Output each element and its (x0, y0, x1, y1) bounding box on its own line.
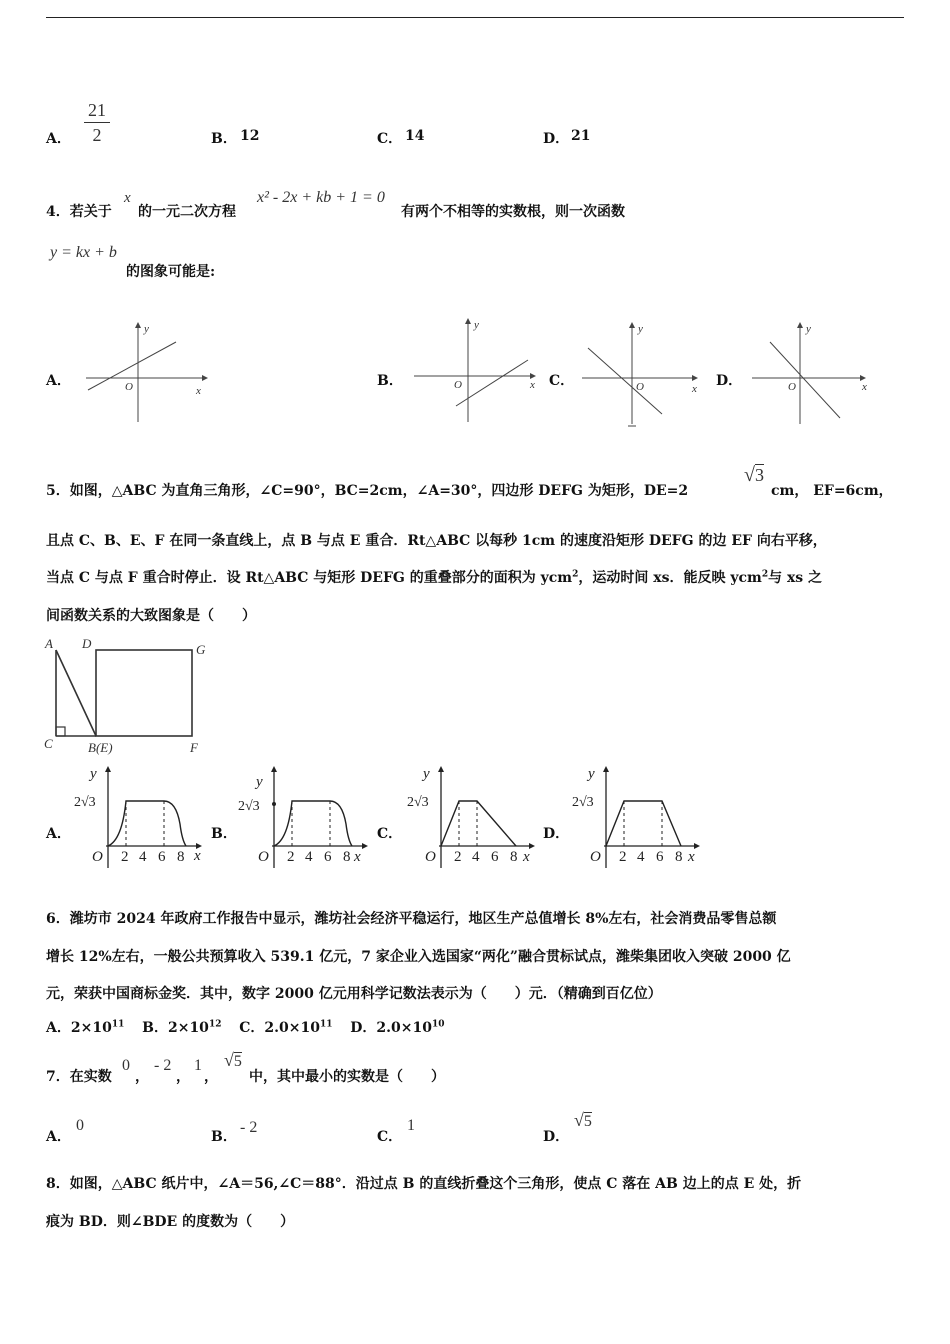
q7-option-d-value (574, 1110, 592, 1131)
q5-line2: 且点 C、B、E、F 在同一条直线上，点 B 与点 E 重合．Rt△ABC 以每秒 1cm 的速度沿矩形 DEFG 的边 EF 向右平移， (46, 533, 827, 549)
q5-graph-a-x: x (194, 848, 201, 864)
q5-graph-d-origin: O (590, 849, 601, 865)
q5-line4: 间函数关系的大致图象是（ ） (46, 608, 256, 624)
header-rule (46, 17, 904, 18)
q6-option-b-exp: 12 (208, 1019, 222, 1030)
q7-option-c-letter: C． (377, 1129, 403, 1145)
q5-graph-a-origin: O (92, 849, 103, 865)
fraction-bar (84, 122, 110, 123)
q5-option-d-letter: D． (543, 826, 570, 842)
sqrt-sign: √ (224, 1050, 234, 1070)
q7-suffix: 中，其中最小的实数是（ ） (249, 1069, 445, 1085)
q5-figure (42, 634, 217, 758)
q5-fig-label-f: F (190, 740, 198, 755)
q4-graph-d-y-label: y (806, 323, 811, 335)
q5-fig-label-d: D (82, 636, 92, 651)
q5-fig-label-a: A (45, 636, 53, 651)
q5-graph-b (238, 764, 370, 874)
q3-option-a-fraction (84, 99, 110, 146)
q5-graph-d-y: y (588, 766, 595, 782)
q5-line3-b: ，运动时间 xs．能反映 ycm (578, 570, 762, 586)
q5-graph-b-tick-4: 4 (305, 849, 313, 865)
q6-option-a-base: 2×10 (70, 1020, 112, 1036)
q5-option-a-letter: A． (46, 826, 71, 842)
q4-graph-c (578, 318, 703, 430)
sqrt-sign: √ (744, 464, 755, 486)
q6-option-b-letter: B． (142, 1020, 168, 1036)
q5-graph-d-tick-2: 2 (619, 849, 627, 865)
q5-graph-a-ylabel: 2√3 (74, 795, 96, 810)
q5-graph-b-tick-8: 8 (343, 849, 351, 865)
q3-option-d-value: 21 (571, 128, 591, 144)
q5-graph-c (405, 764, 537, 874)
q5-graph-c-ylabel: 2√3 (407, 795, 429, 810)
q6-line1: 6．潍坊市 2024 年政府工作报告中显示，潍坊社会经济平稳运行，地区生产总值增长 8%左右，社会消费品零售总额 (46, 911, 777, 927)
q6-option-a-exp: 11 (111, 1019, 125, 1030)
fraction-denominator: 2 (92, 125, 102, 145)
q6-line2: 增长 12%左右，一般公共预算收入 539.1 亿元，7 家企业入选国家“两化”融合贯标试点，潍柴集团收入突破 2000 亿 (46, 949, 791, 965)
q5-graph-a-y: y (90, 766, 97, 782)
q5-graph-b-tick-6: 6 (324, 849, 332, 865)
q4-mid: 的一元二次方程 (138, 204, 236, 220)
q5-graph-b-y: y (256, 774, 263, 790)
q5-graph-b-x: x (354, 849, 361, 865)
q7-comma-1: ， (135, 1069, 149, 1085)
q4-option-c-letter: C． (549, 373, 575, 389)
q7-num-0: 0 (122, 1057, 130, 1074)
q7-num-sqrt5 (224, 1050, 242, 1071)
sqrt-sign: √ (574, 1110, 584, 1130)
q8-line2: 痕为 BD．则∠BDE 的度数为（ ） (46, 1214, 295, 1230)
q5-line3-sup2: 2 (761, 569, 769, 580)
q7-option-b-letter: B． (211, 1129, 237, 1145)
q3-option-d-letter: D． (543, 131, 570, 147)
q4-graph-d-origin: O (788, 381, 796, 393)
q5-graph-d-x: x (688, 849, 695, 865)
q5-option-b-letter: B． (211, 826, 237, 842)
q5-graph-c-tick-2: 2 (454, 849, 462, 865)
q5-graph-b-tick-2: 2 (287, 849, 295, 865)
q5-graph-d-tick-6: 6 (656, 849, 664, 865)
q7-option-d-letter: D． (543, 1129, 570, 1145)
q5-graph-d (570, 764, 702, 874)
q7-comma-3: ， (204, 1069, 218, 1085)
q4-option-a-letter: A． (46, 373, 71, 389)
q4-suffix: 有两个不相等的实数根，则一次函数 (401, 204, 625, 220)
q3-option-b-letter: B． (211, 131, 237, 147)
q7-option-b-value: - 2 (240, 1119, 258, 1136)
q4-var-x: x (124, 190, 131, 206)
q6-option-d-base: 2.0×10 (376, 1020, 432, 1036)
q4-graph-c-origin: O (636, 381, 644, 393)
q5-line3-a: 当点 C 与点 F 重合时停止．设 Rt△ABC 与矩形 DEFG 的重叠部分的面积为 ycm (46, 570, 573, 586)
q5-graph-c-origin: O (425, 849, 436, 865)
q5-line3-c: 与 xs 之 (768, 570, 823, 586)
q3-option-c-value: 14 (405, 128, 425, 144)
q5-graph-c-y: y (423, 766, 430, 782)
q4-graph-a (80, 318, 210, 428)
q6-option-c-base: 2.0×10 (264, 1020, 320, 1036)
q4-graph-b-x-label: x (530, 379, 535, 391)
q7-option-a-value: 0 (76, 1117, 84, 1134)
q5-fig-label-c: C (44, 736, 53, 751)
q6-option-b-base: 2×10 (167, 1020, 209, 1036)
q7-option-a-letter: A． (46, 1129, 71, 1145)
q4-graph-c-x-label: x (692, 383, 697, 395)
q6-option-d-letter: D． (350, 1020, 377, 1036)
q4-graph-d (748, 318, 878, 430)
q4-graph-d-x-label: x (862, 381, 867, 393)
q7-prefix: 7．在实数 (46, 1069, 112, 1085)
q5-graph-d-tick-8: 8 (675, 849, 683, 865)
q7-option-d-radicand: 5 (583, 1113, 592, 1130)
q5-line3 (46, 567, 822, 587)
q6-option-d-exp: 10 (431, 1019, 445, 1030)
sqrt3-radicand: 3 (754, 465, 764, 485)
q5-graph-a (72, 764, 204, 874)
q3-option-a-letter: A． (46, 131, 71, 147)
q4-graph-a-y-label: y (144, 323, 149, 335)
q5-graph-b-origin: O (258, 849, 269, 865)
q7-option-c-value: 1 (407, 1117, 415, 1134)
q5-fig-label-be: B(E) (88, 740, 113, 755)
q5-graph-a-tick-2: 2 (121, 849, 129, 865)
q5-graph-d-tick-4: 4 (637, 849, 645, 865)
q7-sqrt5-radicand: 5 (233, 1053, 242, 1070)
q6-option-c-letter: C． (239, 1020, 265, 1036)
q5-option-c-letter: C． (377, 826, 403, 842)
q6-options (46, 1017, 444, 1037)
q5-graph-c-tick-6: 6 (491, 849, 499, 865)
q5-line1-a: 5．如图，△ABC 为直角三角形，∠C=90°，BC=2cm，∠A=30°，四边形 DEFG 为矩形，DE=2 (46, 483, 689, 499)
q7-num-neg2: - 2 (154, 1057, 172, 1074)
q5-graph-b-ylabel: 2√3 (238, 799, 260, 814)
q5-graph-d-ylabel: 2√3 (572, 795, 594, 810)
q4-graph-b-origin: O (454, 379, 462, 391)
q4-graph-a-origin: O (125, 381, 133, 393)
q5-line1-b: cm， EF=6cm， (771, 483, 893, 499)
q4-option-b-letter: B． (377, 373, 403, 389)
q5-graph-c-x: x (523, 849, 530, 865)
q8-line1: 8．如图，△ABC 纸片中，∠A＝56,∠C＝88°．沿过点 B 的直线折叠这个三角形，使点 C 落在 AB 边上的点 E 处，折 (46, 1176, 802, 1192)
q4-function: y = kx + b (50, 244, 117, 261)
q3-option-c-letter: C． (377, 131, 403, 147)
q3-option-b-value: 12 (240, 128, 260, 144)
q6-option-a-letter: A． (46, 1020, 71, 1036)
q5-graph-a-tick-6: 6 (158, 849, 166, 865)
q4-equation: x² - 2x + kb + 1 = 0 (257, 189, 385, 206)
q5-graph-c-tick-4: 4 (472, 849, 480, 865)
q4-graph-a-x-label: x (196, 385, 201, 397)
fraction-numerator: 21 (88, 100, 106, 120)
q6-option-c-exp: 11 (319, 1019, 333, 1030)
q4-option-d-letter: D． (716, 373, 743, 389)
q7-comma-2: ， (176, 1069, 190, 1085)
q6-line3: 元，荣获中国商标金奖．其中，数字 2000 亿元用科学记数法表示为（ ）元．（精确到百亿位） (46, 986, 662, 1002)
q4-graph-b-y-label: y (474, 319, 479, 331)
q4-graph-c-y-label: y (638, 323, 643, 335)
q5-fig-label-g: G (196, 642, 206, 657)
q4-tail: 的图象可能是: (126, 264, 216, 280)
q4-prefix: 4．若关于 (46, 204, 112, 220)
q5-graph-a-tick-8: 8 (177, 849, 185, 865)
q5-line3-sup: 2 (572, 569, 579, 580)
q5-graph-c-tick-8: 8 (510, 849, 518, 865)
q5-sqrt3 (744, 464, 764, 487)
q4-graph-b (410, 314, 545, 426)
q5-graph-a-tick-4: 4 (139, 849, 147, 865)
q7-num-1: 1 (194, 1057, 202, 1074)
